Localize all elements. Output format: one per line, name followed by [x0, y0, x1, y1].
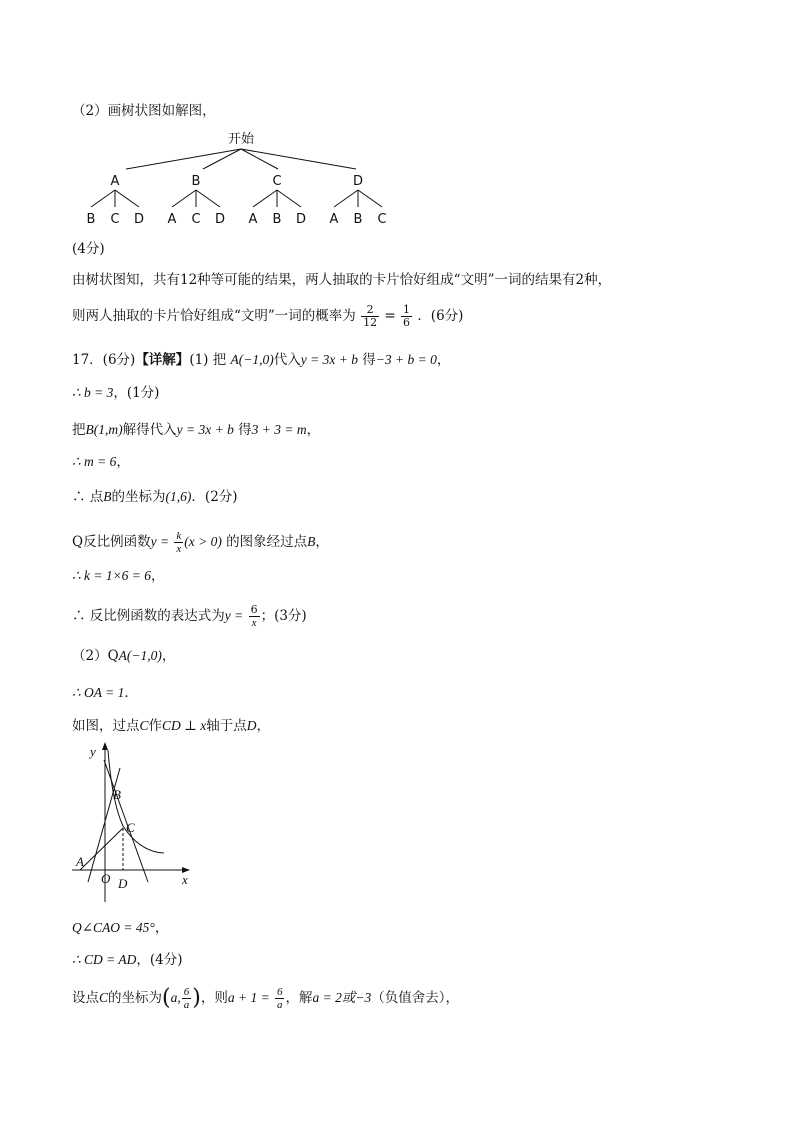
text: 作	[148, 718, 163, 734]
equation: ∴ b = 3	[72, 385, 114, 400]
label-y: y	[90, 744, 96, 759]
label-b: B	[113, 787, 121, 802]
text: ，	[161, 648, 176, 664]
score-4a: (4分)	[72, 241, 105, 257]
y-axis-arrow	[102, 742, 108, 750]
point-label: C	[99, 990, 109, 1005]
q17-line-13	[72, 951, 182, 969]
text: 如图，过点	[72, 718, 140, 734]
text: Q反比例函数	[72, 534, 151, 550]
q17-line-3	[72, 421, 320, 439]
tree-leaf: C	[191, 212, 201, 227]
probability-suffix: ．(6分)	[417, 308, 464, 324]
equation: −3 + b = 0	[375, 352, 437, 367]
label-o: O	[101, 871, 111, 886]
text: 的坐标为	[111, 489, 166, 505]
tree-leaf: A	[329, 212, 339, 227]
fraction-6-a: $\frac{6}{a}$	[183, 986, 190, 1011]
equation: y =	[224, 608, 244, 623]
text: ，	[306, 422, 321, 438]
point-b: B(1,m)	[85, 422, 123, 437]
line-ab	[88, 768, 120, 882]
point-a: A(−1,0)	[118, 648, 162, 663]
tree-root: 开始	[227, 132, 255, 147]
label-a: A	[76, 854, 84, 869]
tree-leaf: C	[377, 212, 387, 227]
equation: y = 3x + b	[300, 352, 358, 367]
domain-condition: (x > 0)	[184, 534, 222, 549]
q17-line-12	[72, 919, 168, 937]
probability-prefix: 则两人抽取的卡片恰好组成“文明”一词的概率为	[72, 308, 356, 324]
equation: Q∠CAO = 45°	[72, 920, 155, 935]
q17-line-7	[72, 567, 165, 585]
equation: y = 3x + b	[176, 422, 234, 437]
text: 得	[357, 352, 376, 368]
text: 代入	[273, 352, 301, 368]
tree-leaf: A	[248, 212, 258, 227]
text: ，	[151, 568, 165, 584]
text: ．	[124, 685, 138, 701]
q17-line-11	[72, 717, 270, 735]
q17-line-6	[72, 530, 329, 555]
part2-header: （2）画树状图如解图，	[72, 103, 216, 119]
fraction-6-x: $\frac{6}{x}$	[250, 603, 258, 629]
text: 设点	[72, 990, 99, 1006]
fraction-2-12: $\frac{2}{12}$	[363, 303, 378, 329]
tree-branch-d: D	[352, 174, 364, 189]
equation: a + 1 =	[227, 990, 270, 1005]
equation: ∴ m = 6	[72, 454, 117, 469]
q17-line-5	[72, 488, 238, 506]
equation: CD ⊥ x	[162, 718, 207, 733]
tree-diagram	[78, 127, 408, 232]
q17-line-10	[72, 684, 138, 702]
equation: ∴ k = 1×6 = 6	[72, 568, 152, 583]
paren-open: (	[162, 985, 171, 1011]
probability-line	[72, 304, 463, 329]
tree-leaf: D	[133, 212, 145, 227]
fraction-1-6: $\frac{1}{6}$	[403, 303, 411, 329]
tree-branch-c: C	[272, 174, 282, 189]
label-d: D	[118, 876, 128, 891]
q17-line-9	[72, 647, 175, 665]
point-label: C	[139, 718, 149, 733]
tree-leaf: D	[214, 212, 226, 227]
q17-line-1	[72, 351, 450, 369]
fraction-k-x: $\frac{k}{x}$	[176, 530, 182, 555]
tree-branch-b: B	[191, 174, 201, 189]
text: ∴ 反比例函数的表达式为	[72, 608, 225, 624]
score: ．(2分)	[191, 489, 238, 505]
tree-leaf: A	[167, 212, 177, 227]
paren-close: )	[192, 985, 201, 1011]
text: ，	[154, 920, 169, 936]
point-label: D	[246, 718, 257, 733]
q17-line-8	[72, 604, 307, 629]
tree-leaf: B	[353, 212, 363, 227]
text: ∴ 点	[72, 489, 104, 505]
text: 解得代入	[122, 422, 177, 438]
text: 的坐标为	[108, 990, 163, 1006]
q17-number: 17．(6分)	[72, 352, 136, 368]
text: (1) 把	[189, 352, 227, 368]
coordinate-a: a,	[170, 990, 181, 1005]
label-x: x	[182, 872, 188, 887]
text: ，	[116, 454, 130, 470]
coordinate-graph	[68, 742, 198, 907]
equation: ∴ OA = 1	[72, 685, 125, 700]
tree-leaf: C	[110, 212, 120, 227]
point-label: B	[103, 489, 112, 504]
score: ；(3分)	[260, 608, 307, 624]
coordinate: (1,6)	[165, 489, 192, 504]
fraction-6-a: $\frac{6}{a}$	[276, 986, 283, 1011]
point-a: A(−1,0)	[230, 352, 274, 367]
score: ，(4分)	[136, 952, 183, 968]
tree-leaf: B	[86, 212, 96, 227]
text: 得	[233, 422, 252, 438]
text: ，则	[200, 990, 228, 1006]
equation: 3 + 3 = m	[251, 422, 307, 437]
text: （负值舍去），	[371, 990, 459, 1006]
q17-tag: 【详解】	[135, 352, 190, 368]
equation: y =	[150, 534, 170, 549]
label-c: C	[126, 820, 135, 835]
tree-leaf: D	[295, 212, 307, 227]
equals-sign: =	[384, 308, 396, 324]
solution: a = 2或−3	[312, 990, 372, 1005]
tree-leaf: B	[272, 212, 282, 227]
text: ，	[436, 352, 451, 368]
text: （2）Q	[72, 648, 119, 664]
text: ，解	[285, 990, 313, 1006]
q17-line-14	[72, 986, 459, 1011]
text: ，	[315, 534, 329, 550]
tree-result-line: 由树状图知，共有12种等可能的结果，两人抽取的卡片恰好组成“文明”一词的结果有2种，	[72, 272, 612, 288]
equation: ∴ CD = AD	[72, 952, 137, 967]
text: 轴于点	[206, 718, 247, 734]
tree-branch-a: A	[110, 174, 120, 189]
score: ，(1分)	[113, 385, 160, 401]
q17-line-4	[72, 453, 130, 471]
q17-line-2	[72, 384, 159, 402]
text: 的图象经过点	[221, 534, 308, 550]
text: 把	[72, 422, 86, 438]
point-label: B	[307, 534, 316, 549]
text: ，	[256, 718, 270, 734]
